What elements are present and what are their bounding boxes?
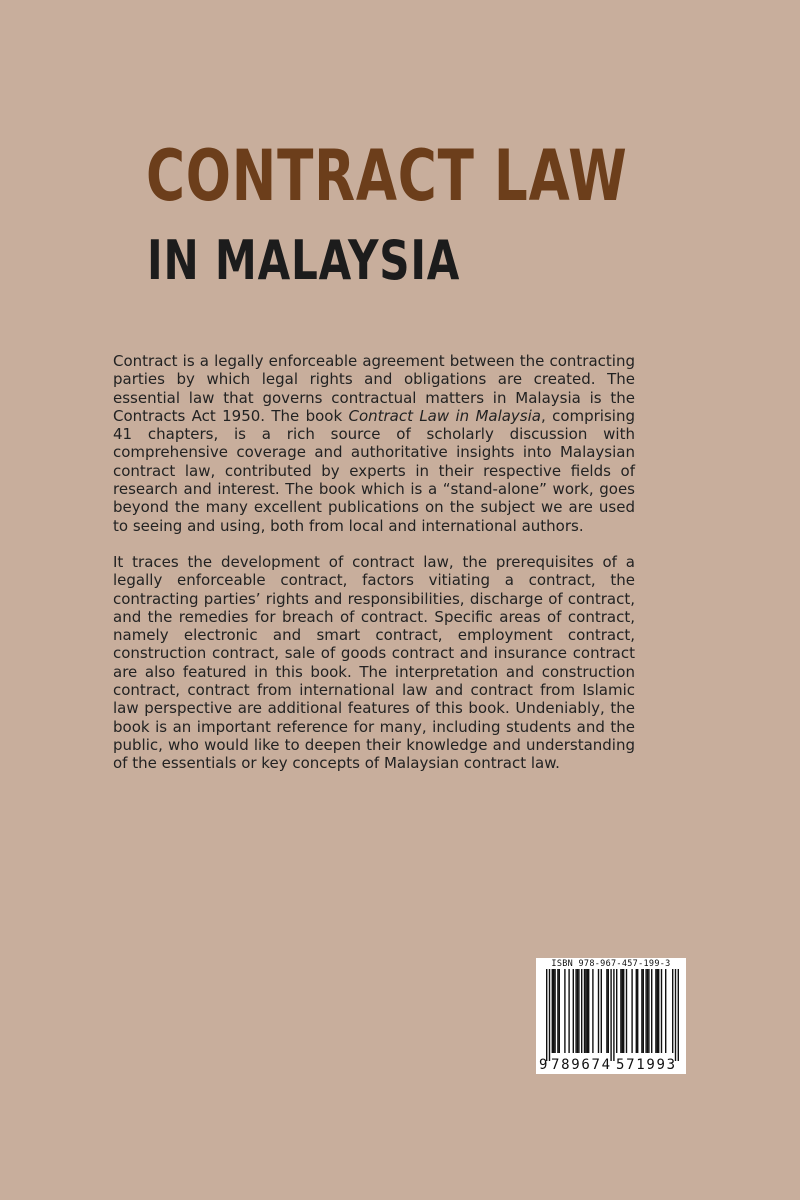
barcode-bar	[557, 969, 558, 1053]
barcode-bar	[623, 969, 624, 1053]
barcode-bar	[620, 969, 621, 1053]
barcode-digits	[536, 1057, 686, 1073]
barcode-digit-first: 9	[539, 1057, 548, 1073]
barcode-digits-left: 789674	[551, 1057, 612, 1073]
barcode-bar	[655, 969, 656, 1053]
isbn-barcode	[536, 958, 686, 1074]
barcode-bar	[573, 969, 574, 1053]
barcode-digits-right: 571993	[616, 1057, 677, 1073]
blurb	[113, 352, 635, 773]
barcode-bar	[657, 969, 658, 1053]
book-title: CONTRACT LAW	[146, 135, 628, 217]
blurb-paragraph-1	[113, 352, 635, 535]
barcode-bar	[601, 969, 602, 1053]
barcode-bar	[578, 969, 579, 1053]
barcode-bar	[616, 969, 617, 1053]
barcode-bar	[658, 969, 659, 1053]
barcode-bar	[575, 969, 576, 1053]
barcode-bar	[647, 969, 648, 1053]
barcode-bar	[610, 969, 611, 1061]
barcode-bar	[672, 969, 673, 1053]
barcode-bar	[626, 969, 627, 1053]
barcode-bar	[546, 969, 547, 1061]
barcode-bar	[643, 969, 644, 1053]
barcode-bar	[552, 969, 553, 1053]
isbn-label: ISBN 978-967-457-199-3	[551, 959, 671, 969]
barcode-bar	[613, 969, 614, 1061]
barcode-bar	[553, 969, 554, 1053]
blurb-book-title: Contract Law in Malaysia	[348, 406, 541, 425]
barcode-bar	[585, 969, 586, 1053]
barcode-bar	[584, 969, 585, 1053]
barcode-bar	[661, 969, 662, 1053]
barcode-bar	[568, 969, 569, 1053]
barcode-bar	[588, 969, 589, 1053]
barcode-bars	[536, 969, 686, 1061]
barcode-bar	[606, 969, 607, 1053]
barcode-bar	[608, 969, 609, 1053]
barcode-bar	[648, 969, 649, 1053]
barcode-bar	[564, 969, 565, 1053]
barcode-bar	[665, 969, 666, 1053]
blurb-p1-text-start: Contract is a legally enforceable agreement between the contracting parties by which legal rights and obligations are created. The essential law that governs contractual matters in Malaysia is the Contracts Act 1950. The book	[113, 352, 635, 425]
barcode-bar	[631, 969, 632, 1053]
barcode-bar	[637, 969, 638, 1053]
barcode-bar	[636, 969, 637, 1053]
book-subtitle: IN MALAYSIA	[147, 229, 461, 292]
barcode-bar	[587, 969, 588, 1053]
blurb-p1-text-end: , comprising 41 chapters, is a rich source of scholarly discussion with comprehensive coverage and authoritative insights into Malaysian contract law, contributed by experts in their respective fields of research and interest. The book which is a “stand-alone” work, goes beyond the many excellent publications on the subject we are used to seeing and using, both from local and international authors.	[113, 406, 635, 535]
barcode-bar	[645, 969, 646, 1053]
barcode-bar	[641, 969, 642, 1053]
barcode-bar	[549, 969, 550, 1061]
blurb-paragraph-2: It traces the development of contract law, the prerequisites of a legally enforceable contract, factors vitiating a contract, the contracting parties’ rights and responsibilities, discharge of contract, and the remedies for breach of contract. Specific areas of contract, namely electronic and smart contract, employment contract, construction contract, sale of goods contract and insurance contract are also featured in this book. The interpretation and construction contract, contract from international law and contract from Islamic law perspective are additional features of this book. Undeniably, the book is an important reference for many, including students and the public, who would like to deepen their knowledge and understanding of the essentials or key concepts of Malaysian contract law.	[113, 552, 635, 773]
barcode-bar	[651, 969, 652, 1053]
barcode-bar	[559, 969, 560, 1053]
barcode-bar	[554, 969, 555, 1053]
barcode-bar	[598, 969, 599, 1053]
barcode-bar	[622, 969, 623, 1053]
barcode-bar	[592, 969, 593, 1053]
barcode-bar	[581, 969, 582, 1053]
barcode-bar	[577, 969, 578, 1053]
barcode-bar	[678, 969, 679, 1061]
barcode-bar	[675, 969, 676, 1061]
